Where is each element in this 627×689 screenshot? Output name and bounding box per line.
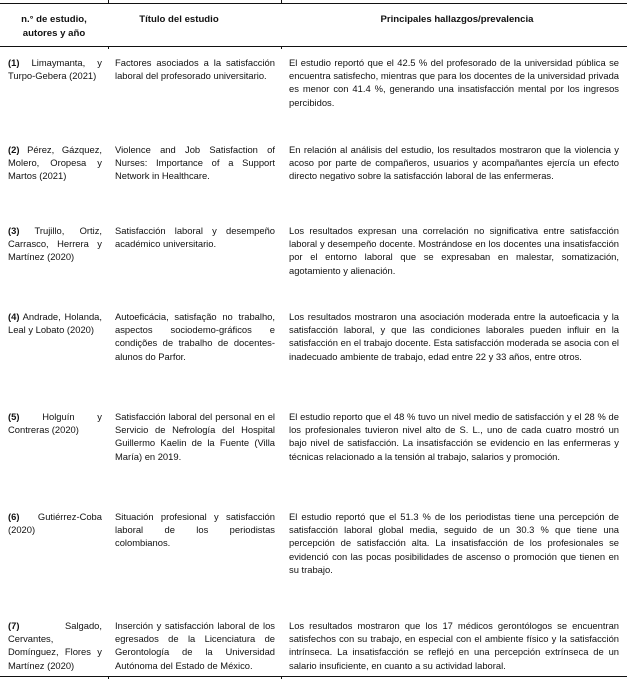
header-rule <box>0 46 627 47</box>
study-number: (4) <box>8 311 20 322</box>
row-findings: Los resultados mostraron una asociación moderada entre la autoeficacia y la satisfacción laboral, y que las condiciones laborales pueden influir en la satisfacción en el trabajo docente. Esta satisfacción moderada se asocia con el inadecuado ambiente de trabajo, edad entre 22 y 33 años, entre otros. <box>289 311 619 362</box>
row-findings: Los resultados mostraron que los 17 médicos gerontólogos se encuentran satisfechos con su trabajo, en especial con el ambiente físico y la satisfacción intrínseca. La insatisfacción se reflejó en una percepción extrínseca de un salario insuficiente, en cuanto a su actividad laboral. <box>289 620 619 671</box>
authors-text: Pérez, Gázquez, Molero, Oropesa y Martos (2021) <box>8 144 102 182</box>
header-authors-line2: autores y año <box>22 28 86 39</box>
column-tick <box>108 676 109 679</box>
row-authors <box>8 619 102 672</box>
authors-text: Salgado, Cervantes, Domínguez, Flores y Martínez (2020) <box>8 620 102 671</box>
row-authors <box>8 56 102 82</box>
authors-text: Trujillo, Ortiz, Carrasco, Herrera y Martínez (2020) <box>8 225 102 263</box>
row-findings: El estudio reportó que el 42.5 % del profesorado de la universidad pública se encuentra satisfecho, mientras que para los docentes de la universidad privada es menor con 41.4 %, generando una insatisfacción mental por los ingresos percibidos. <box>289 57 619 108</box>
authors-text: Holguín y Contreras (2020) <box>8 411 102 436</box>
row-title: Inserción y satisfacción laboral de los egresados de la Licenciatura de Gerontología de la Universidad Autónoma del Estado de México. <box>115 620 275 671</box>
study-number: (2) <box>8 144 20 155</box>
row-findings: Los resultados expresan una correlación no significativa entre satisfacción laboral y desempeño docente. Mostrándose en los docentes una insatisfacción por el entorno laboral que se expresaban en malestar, somatización, agotamiento y alienación. <box>289 225 619 276</box>
row-findings: El estudio reportó que el 51.3 % de los periodistas tiene una percepción de satisfacción laboral global media, seguido de un 30.3 % que tiene una percepción de satisfacción alta. La insatisfacción de los profesionales se evidenció con las pocas posibilidades de ascenso o promoción que tienen en su trabajo. <box>289 511 619 575</box>
row-title: Factores asociados a la satisfacción laboral del profesorado universitario. <box>115 57 275 82</box>
header-findings: Principales hallazgos/prevalencia <box>380 14 534 25</box>
row-authors <box>8 310 102 336</box>
row-findings: En relación al análisis del estudio, los resultados mostraron que la violencia y acoso por parte de compañeros, usuarios y acompañantes ejercía un efecto directo negativo sobre la satisfacción laboral de las enfermeras. <box>289 144 619 182</box>
row-title: Situación profesional y satisfacción laboral de los periodistas colombianos. <box>115 511 275 549</box>
study-number: (5) <box>8 411 20 422</box>
row-authors <box>8 143 102 183</box>
authors-text: Andrade, Holanda, Leal y Lobato (2020) <box>8 311 102 336</box>
table-bottom-rule <box>0 676 627 677</box>
study-number: (7) <box>8 620 20 631</box>
row-title: Violence and Job Satisfaction of Nurses: Importance of a Support Network in Healthcare. <box>115 144 275 182</box>
row-findings: El estudio reporto que el 48 % tuvo un nivel medio de satisfacción y el 28 % de los profesionales tuvieron nivel alto de S. L., uno de cada cuatro mostró un bajo nivel de satisfacción. La insatisfacción se evidencio en las enfermeras y técnicas relacionado a la tensión al trabajo, salarios y promoción. <box>289 411 619 462</box>
row-authors <box>8 224 102 264</box>
authors-text: Limaymanta, y Turpo-Gebera (2021) <box>8 57 102 82</box>
header-authors <box>6 13 102 41</box>
table-top-rule <box>0 3 627 4</box>
authors-text: Gutiérrez-Coba (2020) <box>8 511 102 536</box>
header-title: Título del estudio <box>139 14 219 25</box>
row-title: Satisfacción laboral y desempeño académico universitario. <box>115 225 275 250</box>
column-tick <box>108 46 109 49</box>
header-authors-line1: n.° de estudio, <box>21 14 87 25</box>
row-authors <box>8 410 102 436</box>
column-tick <box>281 676 282 679</box>
column-tick <box>108 0 109 3</box>
study-number: (6) <box>8 511 20 522</box>
row-authors <box>8 510 102 536</box>
study-number: (1) <box>8 57 20 68</box>
column-tick <box>281 46 282 49</box>
column-tick <box>281 0 282 3</box>
row-title: Autoeficácia, satisfação no trabalho, aspectos sociodemo-gráficos e condições de trabalho de docentes-alunos do Parfor. <box>115 311 275 362</box>
study-number: (3) <box>8 225 20 236</box>
row-title: Satisfacción laboral del personal en el Servicio de Nefrología del Hospital Guillermo Kaelin de la Fuente (Villa María) en 2019. <box>115 411 275 462</box>
